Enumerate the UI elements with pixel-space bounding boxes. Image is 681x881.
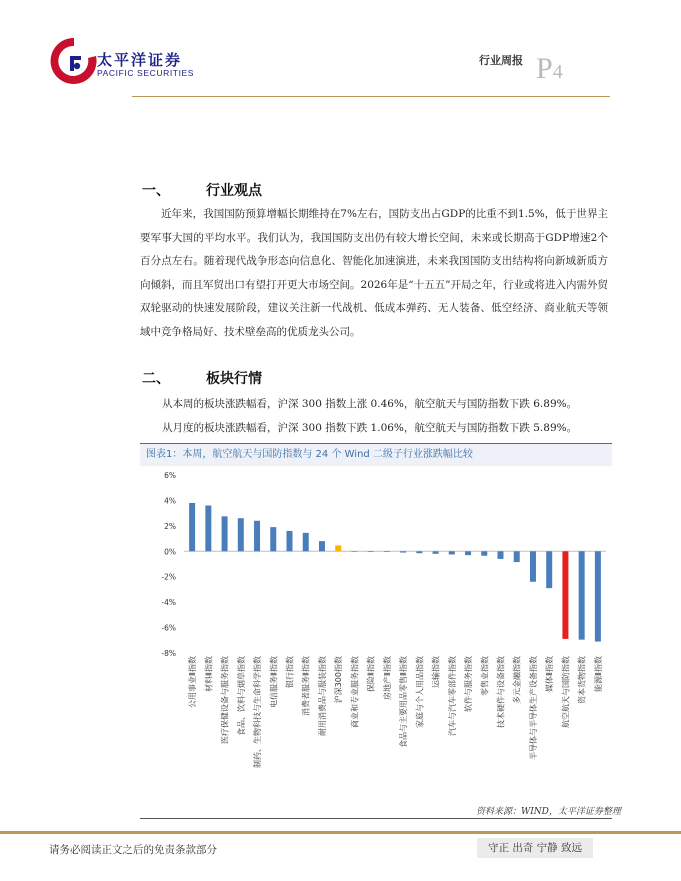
header-divider	[132, 96, 610, 97]
category-label: 能源Ⅱ指数	[593, 656, 603, 692]
section1-paragraph: 近年来，我国国防预算增幅长期维持在7%左右，国防支出占GDP的比重不到1.5%，低于世界主要军事大国的平均水平。我们认为，我国国防支出仍有较大增长空间，未来或长期高于GDP增速2个百分点左右。随着现代战争形态向信息化、智能化加速演进，未来我国国防支出结构将向新域新质方向倾斜，而且军贸出口有望打开更大市场空间。2026年是“十五五”开局之年，行业或将进入内需外贸双轮驱动的快速发展阶段，建议关注新一代战机、低成本弹药、无人装备、低空经济、商业航天等领域中竞争格局好、技术壁垒高的优质龙头公司。	[140, 208, 608, 338]
y-tick-label: -2%	[161, 572, 176, 582]
category-label: 公用事业Ⅱ指数	[188, 656, 198, 708]
bar-16	[449, 551, 455, 554]
bar-9	[335, 545, 341, 551]
section2-monthly-line: 从月度的板块涨跌幅看，沪深 300 指数下跌 1.06%，航空航天与国防指数下跌 5.89%。	[162, 422, 578, 434]
section2-weekly-line: 从本周的板块涨跌幅看，沪深 300 指数上涨 0.46%，航空航天与国防指数下跌 6.89%。	[162, 398, 578, 410]
bar-1	[205, 506, 211, 552]
category-label: 技术硬件与设备指数	[496, 656, 506, 728]
bar-12	[384, 551, 390, 552]
page-digit: 4	[552, 61, 563, 83]
bar-20	[514, 551, 520, 562]
bar-8	[319, 541, 325, 551]
category-label: 材料Ⅱ指数	[204, 656, 214, 692]
category-label: 软件与服务指数	[464, 656, 474, 712]
company-logo-icon	[50, 36, 98, 86]
footer-disclaimer: 请务必阅读正文之后的免责条款部分	[49, 844, 217, 856]
bar-10	[351, 551, 357, 552]
y-tick-label: 6%	[164, 471, 176, 480]
figure-source: 资料来源：WIND，太平洋证券整理	[476, 807, 621, 817]
category-label: 消费者服务Ⅱ指数	[301, 656, 311, 716]
page-letter: P	[536, 52, 553, 85]
bar-0	[189, 503, 195, 551]
y-tick-label: 2%	[164, 521, 176, 531]
category-label: 食品、饮料与烟草指数	[236, 656, 246, 736]
footer-divider	[0, 831, 681, 834]
report-type: 行业周报	[479, 54, 523, 67]
category-label: 多元金融指数	[512, 656, 522, 704]
bar-5	[270, 527, 276, 551]
section1-number: 一、	[142, 183, 170, 199]
category-label: 家庭与个人用品指数	[415, 656, 425, 728]
bar-23	[562, 551, 568, 639]
bar-24	[579, 551, 585, 639]
bar-19	[498, 551, 504, 559]
bar-15	[433, 551, 439, 554]
bar-21	[530, 551, 536, 582]
bar-2	[222, 516, 228, 551]
category-label: 航空航天与国防指数	[561, 656, 571, 728]
y-tick-label: 0%	[164, 547, 176, 557]
bar-11	[368, 551, 374, 552]
category-label: 零售业指数	[480, 656, 490, 696]
bar-14	[416, 551, 422, 553]
category-label: 半导体与半导体生产设备指数	[528, 656, 538, 760]
category-label: 沪深300指数	[334, 656, 344, 704]
section1-title: 行业观点	[206, 183, 262, 199]
footer-motto: 守正 出奇 宁静 致远	[477, 838, 593, 858]
bar-3	[238, 518, 244, 551]
section2-number: 二、	[142, 371, 170, 387]
bar-6	[287, 531, 293, 551]
category-label: 房地产Ⅱ指数	[382, 656, 392, 700]
y-tick-label: -6%	[161, 623, 176, 633]
brand-name-en: PACIFIC SECURITIES	[97, 68, 195, 78]
y-tick-label: 4%	[164, 496, 176, 506]
category-label: 食品与主要用品零售Ⅱ指数	[399, 656, 409, 748]
y-tick-label: -4%	[161, 598, 176, 608]
category-label: 运输指数	[431, 656, 441, 688]
category-label: 电信服务Ⅱ指数	[269, 656, 279, 708]
bar-4	[254, 521, 260, 552]
bar-17	[465, 551, 471, 555]
category-label: 汽车与汽车零部件指数	[447, 656, 457, 736]
category-label: 商业和专业服务指数	[350, 656, 360, 728]
category-label: 耐用消费品与服装指数	[317, 656, 327, 736]
bar-18	[481, 551, 487, 555]
figure-bottom-rule	[140, 818, 612, 819]
bar-25	[595, 551, 601, 641]
category-label: 媒体Ⅱ指数	[545, 656, 555, 692]
category-label: 医疗保健设备与服务指数	[220, 656, 230, 744]
brand-name-cn: 太平洋证券	[97, 51, 183, 69]
figure-title: 图表1：本周，航空航天与国防指数与 24 个 Wind 二级子行业涨跌幅比较	[140, 444, 612, 466]
bar-7	[303, 533, 309, 551]
bar-chart	[140, 466, 612, 802]
page-number	[536, 52, 563, 89]
bar-13	[400, 551, 406, 552]
category-label: 保险Ⅱ指数	[366, 656, 376, 692]
category-label: 资本货物指数	[577, 656, 587, 704]
category-label: 银行指数	[285, 656, 295, 688]
section2-title: 板块行情	[206, 371, 262, 387]
category-label: 制药、生物科技与生命科学指数	[253, 656, 263, 768]
bar-22	[546, 551, 552, 588]
y-tick-label: -8%	[161, 649, 176, 658]
